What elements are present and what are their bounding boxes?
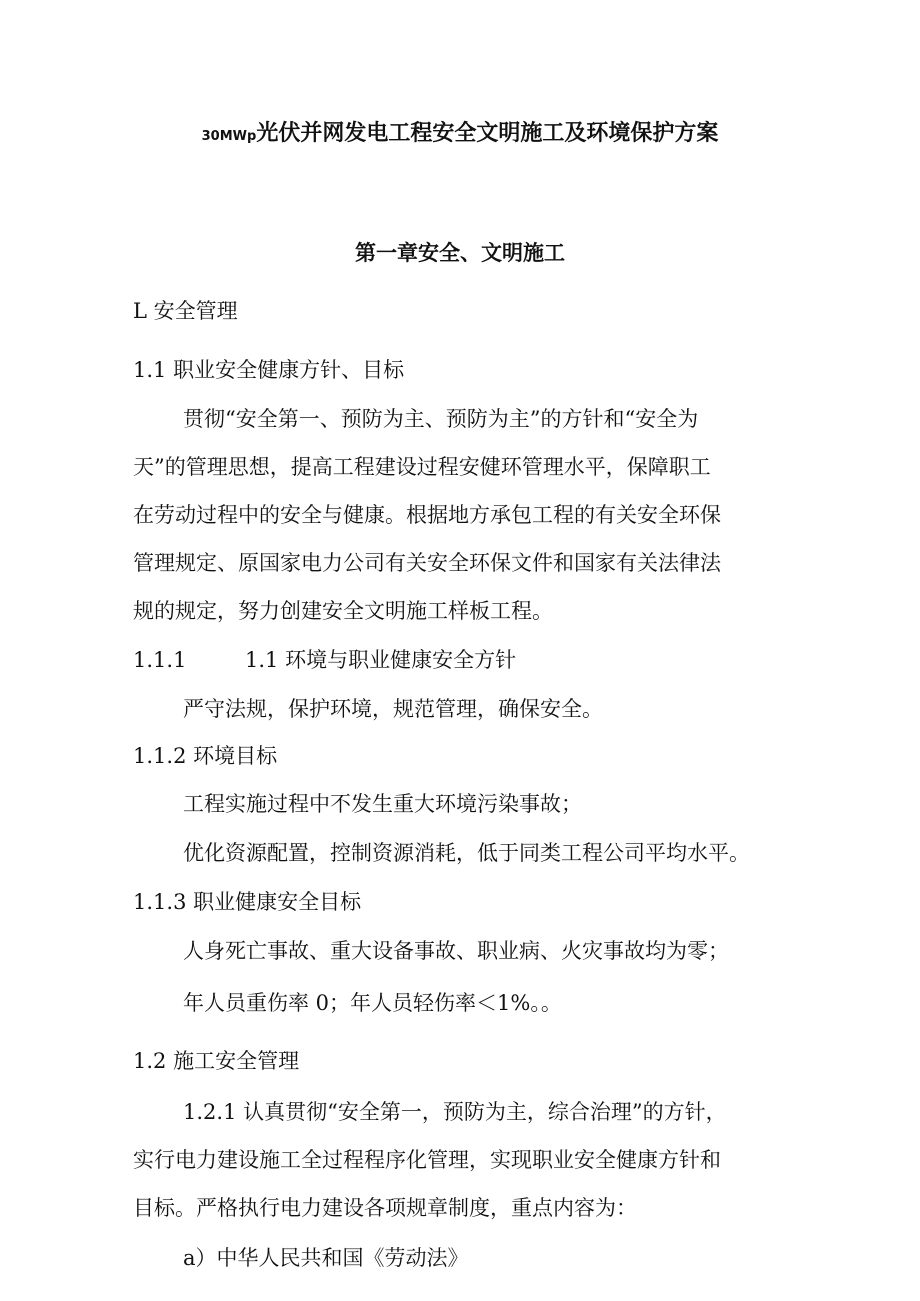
paragraph-line: 规的规定，努力创建安全文明施工样板工程。 [133,599,553,623]
section-heading: L 安全管理 [133,299,238,323]
subsection-title: 1.1 环境与职业健康安全方针 [245,648,517,672]
document-title [0,117,920,154]
subsection-heading: 1.1.3 职业健康安全目标 [133,890,362,914]
paragraph-line: 在劳动过程中的安全与健康。根据地方承包工程的有关安全环保 [133,503,721,527]
paragraph-line: 工程实施过程中不发生重大环境污染事故； [183,792,582,816]
subsection-heading: 1.1 职业安全健康方针、目标 [133,358,405,382]
subsection-heading [133,645,516,675]
title-capacity: 30MWp [201,129,257,144]
subsection-number: 1.1.1 [133,648,187,672]
paragraph-line: 贯彻“安全第一、预防为主、预防为主”的方针和“安全为 [183,407,699,431]
paragraph-line: 人身死亡事故、重大设备事故、职业病、火灾事故均为零； [183,939,729,963]
paragraph-line: 天”的管理思想，提高工程建设过程安健环管理水平，保障职工 [133,455,711,479]
paragraph-line: 管理规定、原国家电力公司有关安全环保文件和国家有关法律法 [133,551,721,575]
subsection-heading: 1.2 施工安全管理 [133,1049,300,1073]
paragraph-line: 年人员重伤率 0；年人员轻伤率＜1%。。 [183,991,562,1015]
subsection-heading: 1.1.2 环境目标 [133,744,278,768]
paragraph-line: 严守法规，保护环境，规范管理，确保安全。 [183,697,603,721]
paragraph-line: 目标。严格执行电力建设各项规章制度，重点内容为： [133,1196,637,1220]
paragraph-line: 1.2.1 认真贯彻“安全第一，预防为主，综合治理”的方针， [183,1100,727,1124]
list-item: a）中华人民共和国《劳动法》 [183,1246,469,1270]
chapter-heading: 第一章安全、文明施工 [355,241,565,265]
paragraph-line: 优化资源配置，控制资源消耗，低于同类工程公司平均水平。 [183,841,750,865]
title-text: 光伏并网发电工程安全文明施工及环境保护方案 [256,121,719,146]
paragraph-line: 实行电力建设施工全过程程序化管理，实现职业安全健康方针和 [133,1148,721,1172]
